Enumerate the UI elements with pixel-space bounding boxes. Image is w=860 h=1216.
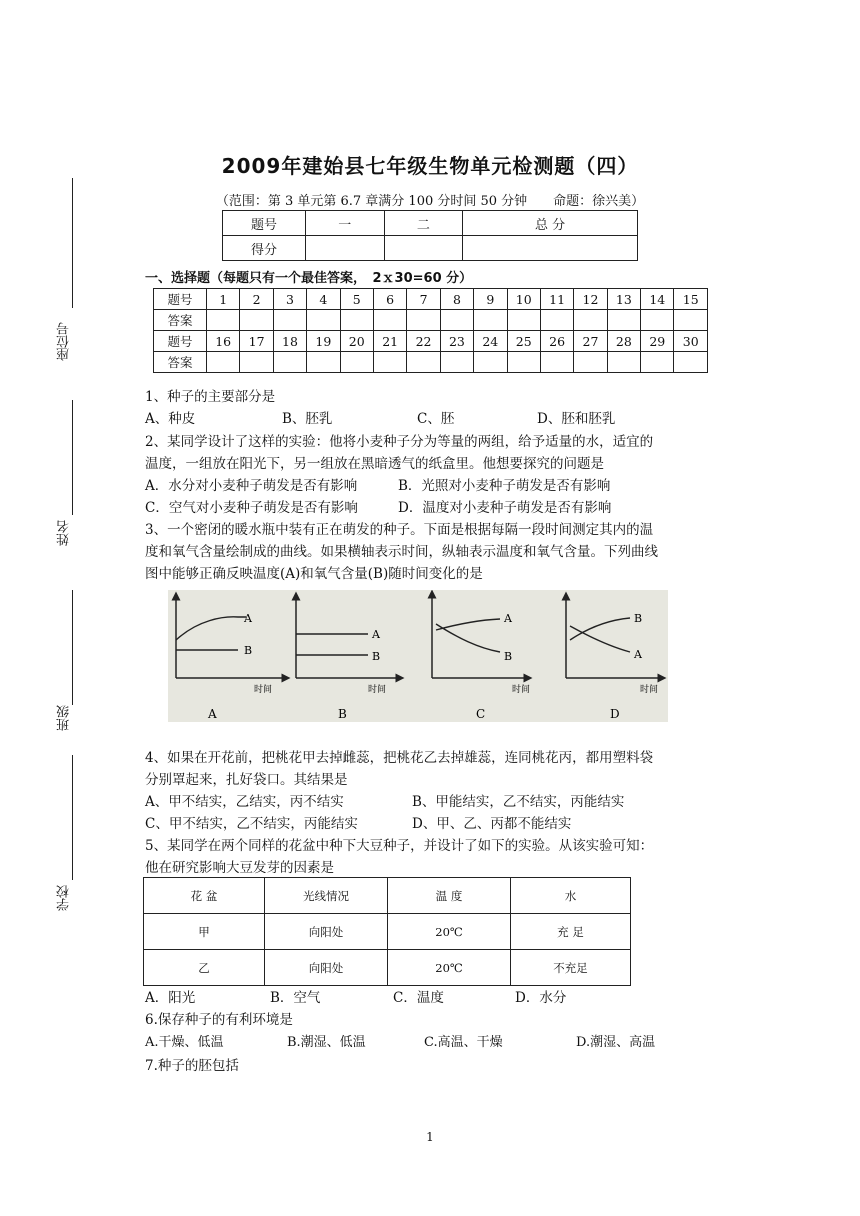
question-number-cell: 23: [440, 331, 473, 352]
answer-cell[interactable]: [540, 352, 573, 373]
page-number: 1: [426, 1130, 434, 1144]
answer-cell[interactable]: [307, 352, 340, 373]
q3-stem-line: 度和氧气含量绘制成的曲线。如果横轴表示时间，纵轴表示温度和氧气含量。下列曲线: [145, 544, 658, 560]
answer-cell[interactable]: [607, 352, 640, 373]
graph-c-xlabel: 时间: [512, 685, 531, 695]
question-number-cell: 18: [273, 331, 306, 352]
answer-cell[interactable]: [273, 310, 306, 331]
score-label-cell: 得分: [223, 236, 306, 261]
graph-a-curve-a: A: [244, 612, 252, 625]
answer-cell[interactable]: [474, 352, 507, 373]
question-number-cell: 7: [407, 289, 440, 310]
question-number-cell: 4: [307, 289, 340, 310]
answer-grid-number-row: [154, 289, 708, 310]
question-number-cell: 9: [474, 289, 507, 310]
answer-cell[interactable]: [307, 310, 340, 331]
q6-option-b[interactable]: B.潮湿、低温: [287, 1035, 366, 1050]
answer-grid-number-row: [154, 331, 708, 352]
side-label-name: 姓名: [57, 520, 72, 546]
question-number-cell: 11: [540, 289, 573, 310]
q3-graphs-svg: [168, 590, 668, 722]
question-number-cell: 16: [207, 331, 240, 352]
q2-stem-line: 2、某同学设计了这样的实验：他将小麦种子分为等量的两组，给予适量的水，适宜的: [145, 434, 654, 450]
q2-option-b[interactable]: B．光照对小麦种子萌发是否有影响: [398, 478, 611, 494]
q2-option-d[interactable]: D．温度对小麦种子萌发是否有影响: [398, 500, 612, 516]
graph-c-curve-a: A: [504, 612, 512, 625]
side-label-seat: 座位号: [57, 322, 72, 361]
side-rule: [72, 590, 73, 705]
q2-option-a[interactable]: A．水分对小麦种子萌发是否有影响: [145, 478, 358, 494]
answer-cell[interactable]: [407, 352, 440, 373]
q3-graph-figure: [168, 590, 668, 722]
answer-cell[interactable]: [207, 310, 240, 331]
question-number-cell: 17: [240, 331, 273, 352]
answer-cell[interactable]: [507, 310, 540, 331]
answer-cell[interactable]: [574, 352, 607, 373]
graph-a[interactable]: [176, 596, 286, 721]
question-number-cell: 30: [674, 331, 708, 352]
score-header-cell: 二: [384, 211, 463, 236]
answer-cell[interactable]: [340, 352, 373, 373]
question-number-cell: 22: [407, 331, 440, 352]
answer-cell[interactable]: [240, 352, 273, 373]
graph-a-option: A: [208, 707, 217, 721]
question-number-cell: 14: [641, 289, 674, 310]
q3-stem-line: 图中能够正确反映温度(A)和氧气含量(B)随时间变化的是: [145, 566, 483, 582]
q5-option-a[interactable]: A．阳光: [145, 990, 196, 1006]
answer-cell[interactable]: [407, 310, 440, 331]
question-number-cell: 20: [340, 331, 373, 352]
exp-header-cell: 水: [511, 878, 631, 914]
exp-cell: 向阳处: [265, 950, 388, 986]
graph-d-xlabel: 时间: [640, 685, 659, 695]
q4-option-a[interactable]: A、甲不结实，乙结实，丙不结实: [145, 794, 344, 810]
section-heading: 一、选择题（每题只有一个最佳答案， 2ｘ30=60 分）: [145, 271, 473, 286]
score-input-cell[interactable]: [463, 236, 638, 261]
side-rule: [72, 400, 73, 515]
answer-grid: [153, 288, 708, 373]
answer-cell[interactable]: [474, 310, 507, 331]
q4-stem-line: 分别罩起来，扎好袋口。其结果是: [145, 772, 348, 788]
question-number-cell: 1: [207, 289, 240, 310]
question-number-cell: 3: [273, 289, 306, 310]
score-input-cell[interactable]: [306, 236, 385, 261]
answer-grid-row-label: 答案: [154, 310, 207, 331]
answer-grid-row-label: 答案: [154, 352, 207, 373]
q7-stem: 7.种子的胚包括: [145, 1058, 239, 1074]
answer-cell[interactable]: [540, 310, 573, 331]
q2-stem-line: 温度，一组放在阳光下，另一组放在黑暗透气的纸盒里。他想要探究的问题是: [145, 456, 604, 472]
q6-option-d[interactable]: D.潮湿、高温: [576, 1035, 656, 1050]
question-number-cell: 25: [507, 331, 540, 352]
q5-option-c[interactable]: C．温度: [393, 990, 444, 1006]
graph-b[interactable]: [296, 596, 400, 721]
question-number-cell: 2: [240, 289, 273, 310]
q6-option-c[interactable]: C.高温、干燥: [424, 1035, 503, 1050]
graph-d-curve-a: B: [634, 612, 643, 625]
graph-a-xlabel: 时间: [254, 685, 273, 695]
answer-cell[interactable]: [373, 352, 406, 373]
answer-cell[interactable]: [507, 352, 540, 373]
answer-grid-answer-row: [154, 310, 708, 331]
exp-cell: 充 足: [511, 914, 631, 950]
question-number-cell: 13: [607, 289, 640, 310]
question-number-cell: 8: [440, 289, 473, 310]
q5-stem-line: 5、某同学在两个同样的花盆中种下大豆种子，并设计了如下的实验。从该实验可知：: [145, 838, 654, 854]
q6-stem: 6.保存种子的有利环境是: [145, 1012, 293, 1028]
graph-d[interactable]: [566, 596, 662, 721]
graph-d-curve-b: A: [634, 648, 642, 661]
score-header-cell: 题号: [223, 211, 306, 236]
q2-option-c[interactable]: C．空气对小麦种子萌发是否有影响: [145, 500, 358, 516]
q6-option-a[interactable]: A.干燥、低温: [145, 1035, 224, 1050]
answer-cell[interactable]: [674, 352, 708, 373]
q1-option-c[interactable]: C、胚: [417, 411, 455, 427]
side-rule: [72, 755, 73, 880]
question-number-cell: 10: [507, 289, 540, 310]
answer-grid-row-label: 题号: [154, 289, 207, 310]
graph-b-curve-a: A: [372, 628, 380, 641]
answer-cell[interactable]: [240, 310, 273, 331]
side-label-class: 班级: [57, 705, 72, 731]
page-title: 2009年建始县七年级生物单元检测题（四）: [221, 154, 639, 178]
q1-stem: 1、种子的主要部分是: [145, 389, 276, 405]
page-subtitle: （范围：第 3 单元第 6.7 章满分 100 分时间 50 分钟 命题：徐兴美）: [215, 194, 645, 209]
answer-cell[interactable]: [674, 310, 708, 331]
graph-c[interactable]: [432, 594, 530, 721]
side-label-school: 学校: [57, 885, 72, 911]
q4-option-d[interactable]: D、甲、乙、丙都不能结实: [412, 816, 572, 832]
exp-cell: 20℃: [388, 950, 511, 986]
question-number-cell: 26: [540, 331, 573, 352]
score-header-cell: 总 分: [463, 211, 638, 236]
score-input-cell[interactable]: [384, 236, 463, 261]
q5-stem-line: 他在研究影响大豆发芽的因素是: [145, 860, 334, 876]
question-number-cell: 29: [641, 331, 674, 352]
q5-option-d[interactable]: D．水分: [515, 990, 567, 1006]
q1-option-a[interactable]: A、种皮: [145, 411, 196, 427]
q4-option-b[interactable]: B、甲能结实，乙不结实，丙能结实: [412, 794, 625, 810]
graph-a-curve-b: B: [244, 644, 253, 657]
question-number-cell: 5: [340, 289, 373, 310]
question-number-cell: 6: [373, 289, 406, 310]
q1-option-d[interactable]: D、胚和胚乳: [537, 411, 616, 427]
exp-cell: 向阳处: [265, 914, 388, 950]
question-number-cell: 24: [474, 331, 507, 352]
exp-header-cell: 花 盆: [144, 878, 265, 914]
question-number-cell: 28: [607, 331, 640, 352]
exp-cell: 不充足: [511, 950, 631, 986]
answer-cell[interactable]: [641, 352, 674, 373]
graph-c-option: C: [476, 707, 486, 721]
answer-cell[interactable]: [607, 310, 640, 331]
question-number-cell: 19: [307, 331, 340, 352]
question-number-cell: 21: [373, 331, 406, 352]
answer-grid-answer-row: [154, 352, 708, 373]
answer-cell[interactable]: [641, 310, 674, 331]
answer-cell[interactable]: [207, 352, 240, 373]
answer-grid-row-label: 题号: [154, 331, 207, 352]
graph-b-xlabel: 时间: [368, 685, 387, 695]
answer-cell[interactable]: [340, 310, 373, 331]
question-number-cell: 12: [574, 289, 607, 310]
graph-c-curve-b: B: [504, 650, 513, 663]
q4-option-c[interactable]: C、甲不结实，乙不结实，丙能结实: [145, 816, 358, 832]
exp-header-cell: 温 度: [388, 878, 511, 914]
q4-stem-line: 4、如果在开花前，把桃花甲去掉雌蕊，把桃花乙去掉雄蕊，连同桃花丙，都用塑料袋: [145, 750, 654, 766]
answer-cell[interactable]: [440, 352, 473, 373]
question-number-cell: 15: [674, 289, 708, 310]
answer-cell[interactable]: [440, 310, 473, 331]
answer-cell[interactable]: [574, 310, 607, 331]
score-table: [222, 210, 638, 261]
exp-cell: 20℃: [388, 914, 511, 950]
q5-option-b[interactable]: B．空气: [270, 990, 321, 1006]
graph-b-curve-b: B: [372, 650, 381, 663]
answer-cell[interactable]: [373, 310, 406, 331]
answer-cell[interactable]: [273, 352, 306, 373]
score-header-cell: 一: [306, 211, 385, 236]
q1-option-b[interactable]: B、胚乳: [282, 411, 333, 427]
q5-experiment-table: [143, 877, 631, 986]
graph-d-option: D: [610, 707, 620, 721]
graph-b-option: B: [338, 707, 347, 721]
q3-stem-line: 3、一个密闭的暖水瓶中装有正在萌发的种子。下面是根据每隔一段时间测定其内的温: [145, 522, 654, 538]
exp-cell: 甲: [144, 914, 265, 950]
exp-header-cell: 光线情况: [265, 878, 388, 914]
question-number-cell: 27: [574, 331, 607, 352]
exp-cell: 乙: [144, 950, 265, 986]
